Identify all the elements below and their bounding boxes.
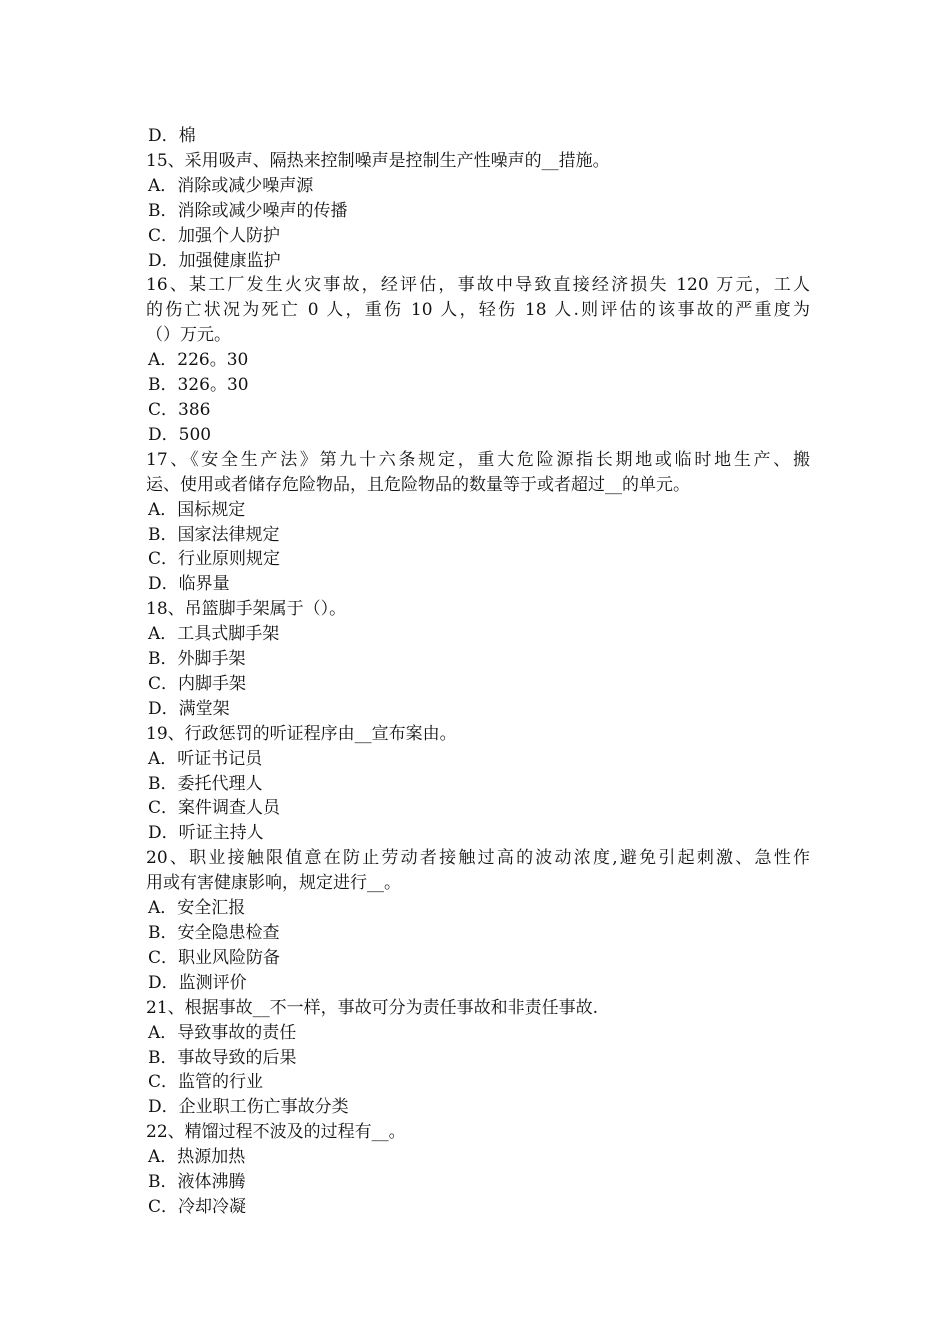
- question-text-line: （）万元。: [146, 325, 231, 346]
- question-text-line: 的伤亡状况为死亡 0 人，重伤 10 人，轻伤 18 人.则评估的该事故的严重度为: [146, 300, 810, 321]
- answer-option: B．外脚手架: [148, 649, 246, 670]
- answer-option: C．内脚手架: [148, 673, 247, 694]
- answer-option: D．临界量: [148, 574, 230, 595]
- answer-option: B．消除或减少噪声的传播: [148, 200, 348, 221]
- answer-option: C．386: [148, 399, 211, 420]
- answer-option: D．棉: [148, 126, 196, 146]
- question-text-line: 21、根据事故__不一样，事故可分为责任事故和非责任事故.: [146, 997, 599, 1018]
- answer-option: D．500: [148, 424, 212, 445]
- answer-option: D．加强健康监护: [148, 250, 281, 271]
- answer-option: A．安全汇报: [148, 898, 246, 919]
- answer-option: A．热源加热: [148, 1147, 246, 1168]
- answer-option: D．监测评价: [148, 972, 247, 993]
- question-text-line: 19、行政惩罚的听证程序由__宣布案由。: [146, 723, 457, 744]
- answer-option: B．委托代理人: [148, 773, 263, 794]
- answer-option: A．听证书记员: [148, 748, 263, 769]
- question-text-line: 15、采用吸声、隔热来控制噪声是控制生产性噪声的__措施。: [146, 150, 610, 171]
- answer-option: A．国标规定: [148, 499, 246, 520]
- answer-option: C．冷却冷凝: [148, 1196, 247, 1217]
- question-text-line: 20、职业接触限值意在防止劳动者接触过高的波动浓度,避免引起刺激、急性作: [146, 848, 810, 869]
- question-text-line: 运、使用或者储存危险物品，且危险物品的数量等于或者超过__的单元。: [146, 474, 690, 495]
- answer-option: B．安全隐患检查: [148, 923, 280, 943]
- answer-option: C．行业原则规定: [148, 549, 281, 570]
- question-text-line: 17、《安全生产法》第九十六条规定，重大危险源指长期地或临时地生产、搬: [146, 449, 810, 470]
- answer-option: D．企业职工伤亡事故分类: [148, 1097, 349, 1118]
- answer-option: D．听证主持人: [148, 823, 264, 844]
- answer-option: B．国家法律规定: [148, 524, 280, 545]
- question-text-line: 18、吊篮脚手架属于（）。: [146, 599, 347, 620]
- answer-option: B．326。30: [148, 375, 249, 396]
- answer-option: C．加强个人防护: [148, 225, 281, 246]
- answer-option: C．案件调查人员: [148, 798, 281, 819]
- document-body: [146, 124, 810, 1220]
- answer-option: A．消除或减少噪声源: [148, 175, 314, 196]
- answer-option: D．满堂架: [148, 698, 230, 719]
- answer-option: C．职业风险防备: [148, 947, 281, 968]
- answer-option: A．工具式脚手架: [148, 624, 280, 645]
- answer-option: A．导致事故的责任: [148, 1022, 297, 1043]
- question-text-line: 22、精馏过程不波及的过程有__。: [146, 1122, 406, 1143]
- question-text-line: 16、某工厂发生火灾事故，经评估，事故中导致直接经济损失 120 万元，工人: [146, 275, 810, 296]
- document-page: [146, 124, 810, 1220]
- answer-option: B．液体沸腾: [148, 1172, 246, 1193]
- answer-option: A．226。30: [148, 350, 249, 371]
- question-text-line: 用或有害健康影响，规定进行__。: [146, 873, 401, 894]
- answer-option: C．监管的行业: [148, 1072, 264, 1093]
- answer-option: B．事故导致的后果: [148, 1047, 297, 1068]
